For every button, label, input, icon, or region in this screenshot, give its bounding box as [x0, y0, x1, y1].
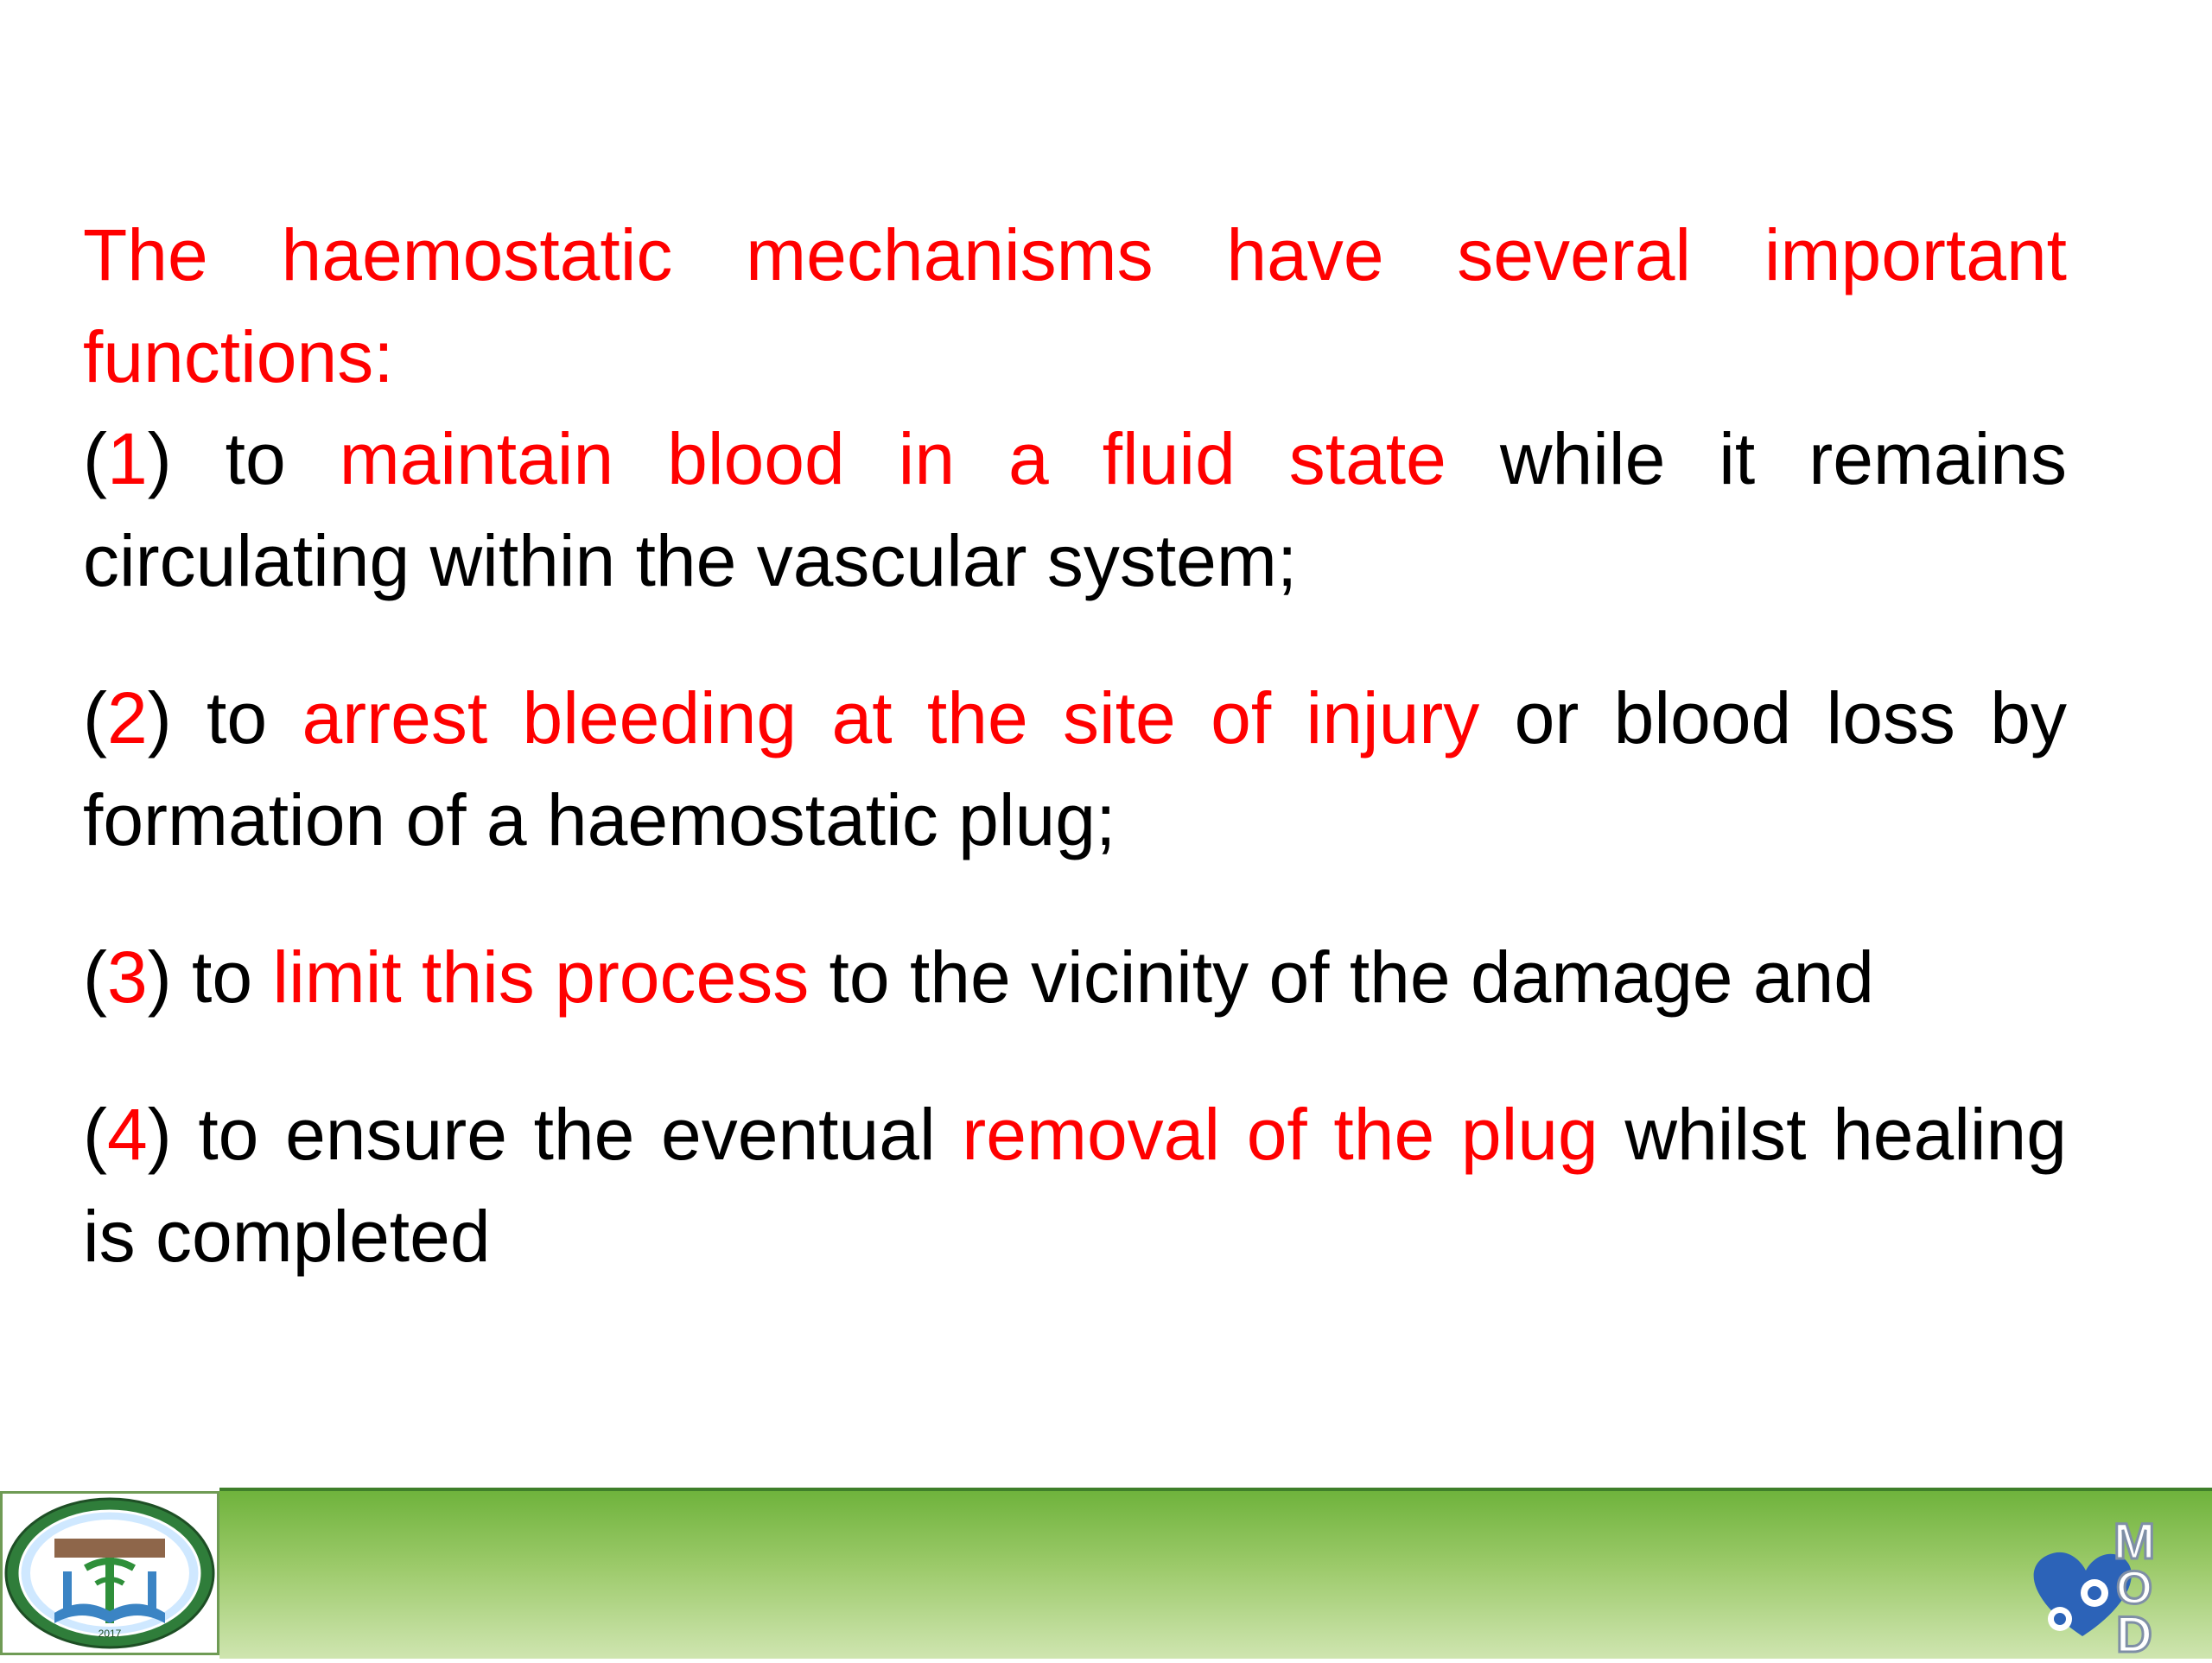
intro-paragraph	[83, 204, 2067, 408]
item-number: 4	[106, 1094, 148, 1175]
svg-text:O: O	[2115, 1562, 2153, 1614]
slide-footer	[0, 1488, 2212, 1659]
function-item-1: (1) to maintain blood in a fluid state while it remains circulating within the vascular system;	[83, 418, 2067, 601]
svg-text:M: M	[2113, 1514, 2156, 1570]
item-rest: or blood loss by formation of a haemostatic plug;	[83, 677, 2068, 860]
item-rest: whilst healing is completed	[83, 1094, 2067, 1277]
function-item-3: (3) to limit this process to the vicinity of the damage and	[83, 936, 1874, 1018]
item-highlight: arrest bleeding at the site of injury	[302, 677, 1480, 759]
item-highlight: maintain blood in a fluid state	[339, 418, 1446, 499]
item-number: 1	[106, 418, 148, 499]
college-seal-icon	[3, 1494, 217, 1653]
slide-content	[83, 204, 2067, 1287]
item-highlight: removal of the plug	[962, 1094, 1599, 1175]
item-rest: while it remains circulating within the vascular system;	[83, 418, 2067, 601]
svg-text:D: D	[2116, 1607, 2152, 1659]
function-item-2: (2) to arrest bleeding at the site of injury or blood loss by formation of a haemostatic plug;	[83, 677, 2068, 860]
mod-logo-icon	[2022, 1507, 2177, 1659]
footer-green-band	[219, 1488, 2212, 1659]
mod-logo	[2022, 1507, 2177, 1659]
svg-text:2017: 2017	[98, 1628, 122, 1640]
item-number: 3	[106, 936, 148, 1018]
item-number: 2	[106, 677, 148, 759]
function-item-4: (4) to ensure the eventual removal of the plug whilst healing is completed	[83, 1094, 2067, 1277]
item-rest: to the vicinity of the damage and	[809, 936, 1874, 1018]
item-highlight: limit this process	[272, 936, 810, 1018]
college-seal-logo	[0, 1491, 219, 1655]
intro-text: The haemostatic mechanisms have several important functions:	[83, 214, 2067, 397]
